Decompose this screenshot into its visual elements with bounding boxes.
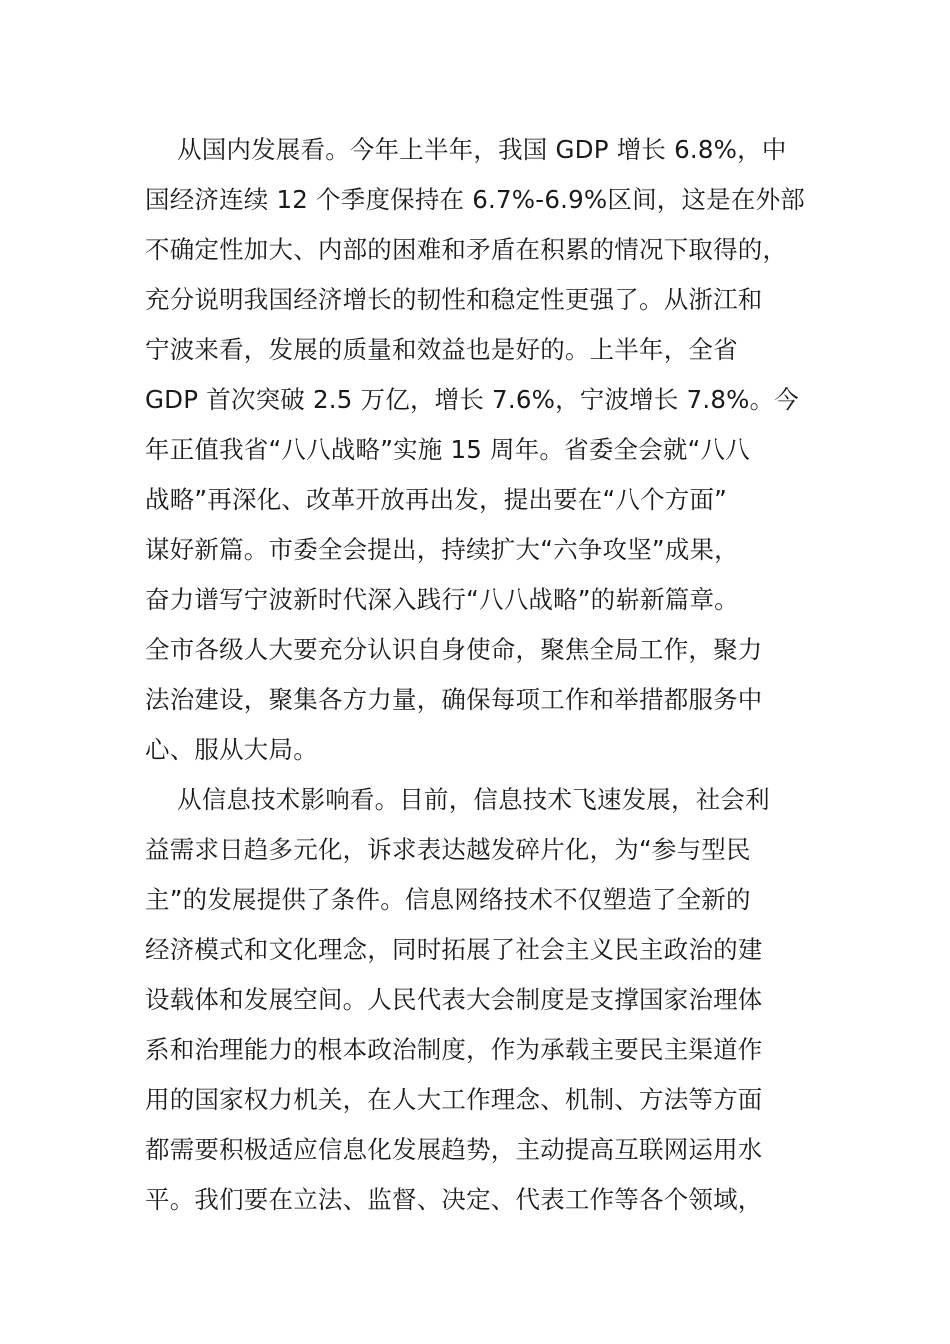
text-line: 法治建设，聚集各方力量，确保每项工作和举措都服务中 — [145, 685, 763, 714]
text-line: 设载体和发展空间。人民代表大会制度是支撑国家治理体 — [145, 985, 763, 1014]
text-line: 奋力谱写宁波新时代深入践行“八八战略”的崭新篇章。 — [145, 585, 739, 614]
text-line: 年正值我省“八八战略”实施 15 周年。省委全会就“八八 — [145, 435, 750, 464]
text-line: 谋好新篇。市委全会提出，持续扩大“六争攻坚”成果， — [145, 535, 739, 564]
text-line: 不确定性加大、内部的困难和矛盾在积累的情况下取得的， — [145, 235, 788, 264]
text-line: 主”的发展提供了条件。信息网络技术不仅塑造了全新的 — [145, 885, 751, 914]
text-line: 心、服从大局。 — [145, 735, 318, 764]
text-line: 经济模式和文化理念，同时拓展了社会主义民主政治的建 — [145, 935, 763, 964]
text-line: 用的国家权力机关，在人大工作理念、机制、方法等方面 — [145, 1085, 763, 1114]
text-line: 从信息技术影响看。目前，信息技术飞速发展，社会利 — [177, 785, 770, 814]
text-line: 战略”再深化、改革开放再出发，提出要在“八个方面” — [145, 485, 728, 514]
text-line: GDP 首次突破 2.5 万亿，增长 7.6%，宁波增长 7.8%。今 — [145, 385, 800, 414]
text-line: 系和治理能力的根本政治制度，作为承载主要民主渠道作 — [145, 1035, 763, 1064]
text-line: 充分说明我国经济增长的韧性和稳定性更强了。从浙江和 — [145, 285, 763, 314]
text-line: 平。我们要在立法、监督、决定、代表工作等各个领域， — [145, 1185, 763, 1214]
text-line: 从国内发展看。今年上半年，我国 GDP 增长 6.8%，中 — [177, 135, 787, 164]
text-line: 都需要积极适应信息化发展趋势，主动提高互联网运用水 — [145, 1135, 763, 1164]
text-line: 宁波来看，发展的质量和效益也是好的。上半年，全省 — [145, 335, 738, 364]
text-line: 益需求日趋多元化，诉求表达越发碎片化，为“参与型民 — [145, 835, 751, 864]
text-line: 全市各级人大要充分认识自身使命，聚焦全局工作，聚力 — [145, 635, 763, 664]
text-line: 国经济连续 12 个季度保持在 6.7%-6.9%区间，这是在外部 — [145, 185, 805, 214]
